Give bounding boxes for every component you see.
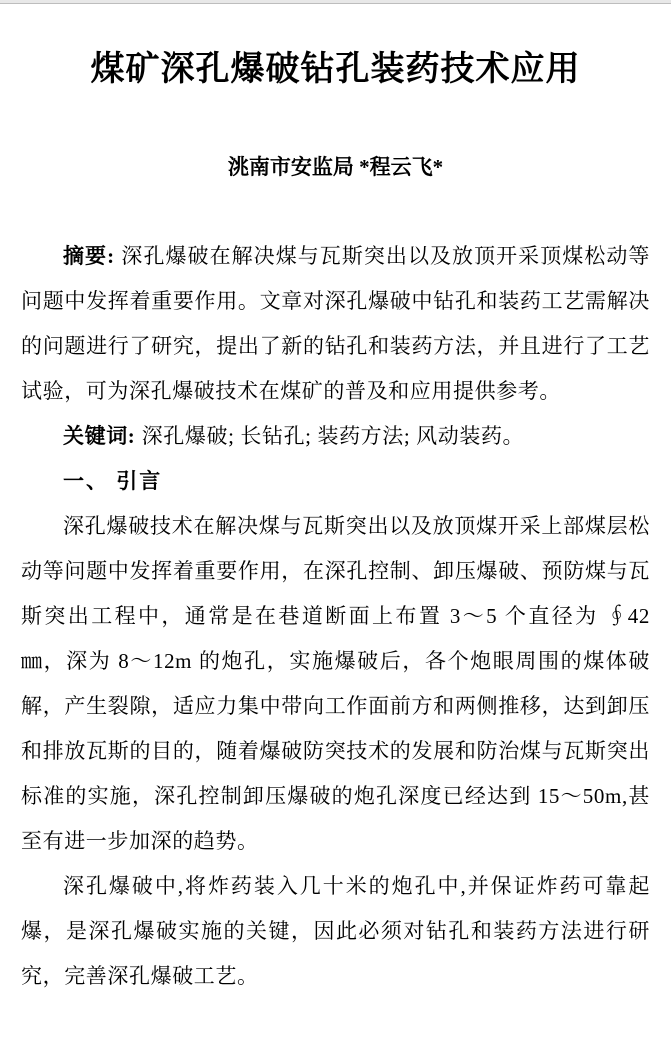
keywords-paragraph [21,414,650,459]
doc-body [21,234,650,999]
paragraph-intro-1: 深孔爆破技术在解决煤与瓦斯突出以及放顶煤开采上部煤层松动等问题中发挥着重要作用，在深孔控制、卸压爆破、预防煤与瓦斯突出工程中，通常是在巷道断面上布置 3～5 个直径为 ∮42 ㎜，深为 8～12m 的炮孔，实施爆破后，各个炮眼周围的煤体破解，产生裂隙，适应力集中带向工作面前方和两侧推移，达到卸压和排放瓦斯的目的，随着爆破防突技术的发展和防治煤与瓦斯突出标准的实施，深孔控制卸压爆破的炮孔深度已经达到 15～50m,甚至有进一步加深的趋势。 [21,514,650,853]
abstract-label: 摘要: [63,244,115,268]
section-heading-text: 一、 引言 [63,469,163,493]
doc-title: 煤矿深孔爆破钻孔装药技术应用 [90,51,581,88]
window-top-bar [0,0,671,4]
abstract-paragraph [21,234,650,414]
abstract-text: 深孔爆破在解决煤与瓦斯突出以及放顶开采顶煤松动等问题中发挥着重要作用。文章对深孔爆破中钻孔和装药工艺需解决的问题进行了研究，提出了新的钻孔和装药方法，并且进行了工艺试验，可为深孔爆破技术在煤矿的普及和应用提供参考。 [21,244,650,403]
paragraph-intro-2: 深孔爆破中,将炸药装入几十米的炮孔中,并保证炸药可靠起爆，是深孔爆破实施的关键，因此必须对钻孔和装药方法进行研究，完善深孔爆破工艺。 [21,874,650,988]
section-heading [21,459,650,504]
author-line: 洮南市安监局 *程云飞* [227,155,444,179]
keywords-text: 深孔爆破; 长钻孔; 装药方法; 风动装药。 [141,424,525,448]
keywords-label: 关键词: [63,424,136,448]
